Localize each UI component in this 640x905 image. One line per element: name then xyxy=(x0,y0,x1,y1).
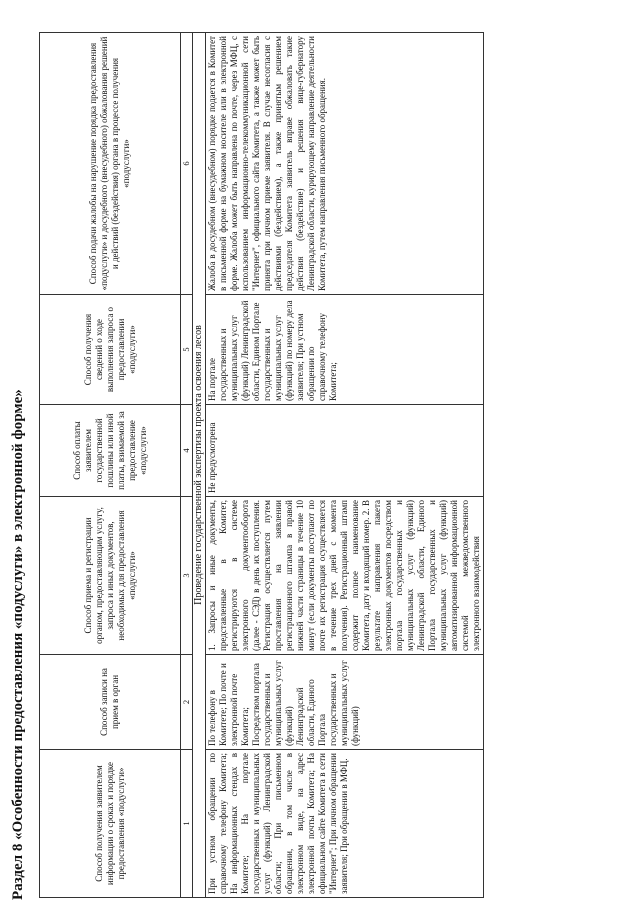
header-complaint-method: Способ подачи жалобы на нарушение порядка предоставления «подуслуги» и досудебного (внесудебного) обжалования решений и действий (бездействия) органа в процессе получения «подуслуги» xyxy=(40,33,181,295)
services-table xyxy=(39,32,484,898)
header-status-method: Способ получения сведений о ходе выполнения запроса о предоставлении «подуслуги» xyxy=(40,295,181,405)
header-registration-method: Способ приема и регистрации органом, предоставляющим услугу, запроса и иных документов, необходимых для предоставления «подуслуги» xyxy=(40,497,181,655)
column-number-row xyxy=(181,33,193,898)
section-row xyxy=(193,33,206,898)
section-label: Проведение государственной экспертизы проекта освоения лесов xyxy=(193,33,206,898)
cell-status-method: На портале государственных и муниципальных услуг (функций) Ленинградской области, Едином Портале государственных и муниципальных услуг (функций) по номеру дела заявителя; При устном обращении по справочному телефону Комитета; xyxy=(206,295,484,405)
cell-info-method: При устном обращении по справочному телефону Комитета; На информационных стендах в Комитете; На портале государственных и муниципальных услуг (функций) Ленинградской области; При письменном обращении, в том числе в электронном виде, на адрес электронной почты Комитета; На официальном сайте Комитета в сети "Интернет"; При личном обращении заявителя; При обращении в МФЦ. xyxy=(206,750,484,898)
column-number: 2 xyxy=(181,655,193,750)
page-title: Раздел 8 «Особенности предоставления «подуслуги» в электронной форме» xyxy=(10,389,26,900)
column-number: 5 xyxy=(181,295,193,405)
header-row xyxy=(40,33,181,898)
table-row xyxy=(206,33,484,898)
header-info-method: Способ получения заявителем информации о сроках и порядке предоставления «подуслуги» xyxy=(40,750,181,898)
cell-registration-method: 1. Запросы и иные документы, представленные в Комитет, регистрируются в системе электронного документооборота (далее - СЭД) в день их поступления. Регистрация осуществляется путем проставления на заявлении регистрационного штампа в правой нижней части страницы в течение 10 минут (если документы поступают по почте их регистрация осуществляется в течение трех дней с момента получения). Регистрационный штамп содержит полное наименование Комитета, дату и входящий номер. 2. В результате направления пакета электронных документов посредством портала государственных и муниципальных услуг (функций) Ленинградской области, Единого Портала государственных и муниципальных услуг (функций) автоматизированной информационной системой межведомственного электронного взаимодействия xyxy=(206,497,484,655)
header-payment-method: Способ оплаты заявителем государственной пошлины или иной платы, взимаемой за предоставление «подуслуги» xyxy=(40,405,181,497)
column-number: 6 xyxy=(181,33,193,295)
column-number: 4 xyxy=(181,405,193,497)
cell-complaint-method: Жалоба в досудебном (внесудебном) порядке подается в Комитет в письменной форме на бумажном носителе или в электронной форме. Жалоба может быть направлена по почте, через МФЦ, с использованием информационно-телекоммуникационной сети "Интернет", официального сайта Комитета, а также может быть принята при личном приеме заявителя. В случае несогласия с действиями (бездействием), а также принятым решением председателя Комитета заявитель вправе обжаловать такие действия (бездействие) и решения вице-губернатору Ленинградской области, курирующему направление деятельности Комитета, путем направления письменного обращения. xyxy=(206,33,484,295)
column-number: 3 xyxy=(181,497,193,655)
column-number: 1 xyxy=(181,750,193,898)
cell-appointment-method: По телефону в Комитете; По почте и электронной почте Комитета; Посредством портала государственных и муниципальных услуг (функций) Ленинградской области, Единого Портала государственных и муниципальных услуг (функций) xyxy=(206,655,484,750)
rotated-page xyxy=(7,20,607,900)
cell-payment-method: Не предусмотрена xyxy=(206,405,484,497)
header-appointment-method: Способ записи на прием в орган xyxy=(40,655,181,750)
